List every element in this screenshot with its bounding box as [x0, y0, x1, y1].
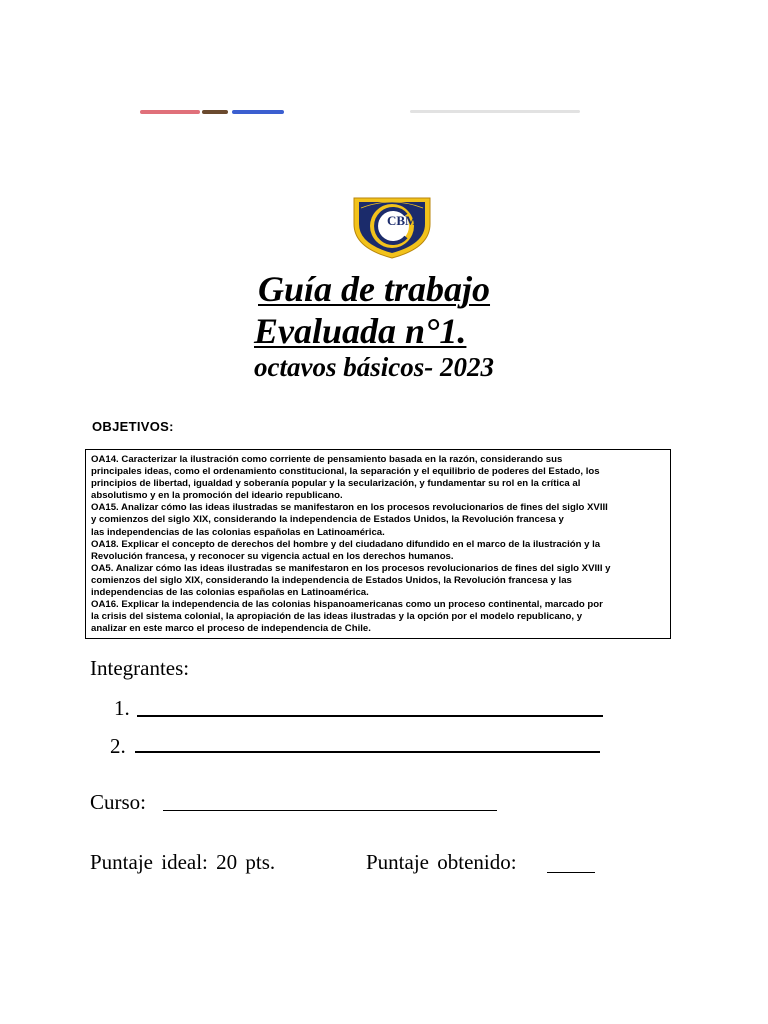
curso-label: Curso: — [90, 790, 147, 814]
objective-line: OA5. Analizar cómo las ideas ilustradas se manifestaron en los procesos revolucionarios de fines del siglo XVIII y — [91, 562, 611, 574]
page-title-evaluation: Evaluada n°1. — [254, 311, 467, 351]
objective-line: comienzos del siglo XIX, considerando la independencia de Estados Unidos, la Revolución francesa y las — [91, 574, 572, 586]
objective-line: las independencias de las colonias españolas en Latinoamérica. — [91, 526, 385, 538]
header-decoration-strip — [202, 110, 228, 114]
header-decoration-strip — [140, 110, 200, 114]
curso-field[interactable] — [163, 810, 497, 811]
puntaje-obtenido-label: Puntaje obtenido: — [366, 850, 517, 874]
school-crest-icon — [350, 194, 434, 260]
member-2-number: 2. — [110, 734, 126, 758]
objective-line: principales ideas, como el ordenamiento constitucional, la separación y el equilibrio de poderes del Estado, los — [91, 466, 600, 478]
objectives-box — [85, 449, 671, 639]
member-1-number: 1. — [114, 696, 130, 720]
header-decoration-strip — [410, 110, 580, 113]
objective-line: y comienzos del siglo XIX, considerando la independencia de Estados Unidos, la Revolución francesa y — [91, 514, 564, 526]
objective-line: principios de libertad, igualdad y soberanía popular y la secularización, y fundamentar su rol en la crítica al — [91, 478, 581, 490]
objective-line: absolutismo y en la promoción del ideario republicano. — [91, 490, 343, 502]
objective-line: analizar en este marco el proceso de independencia de Chile. — [91, 623, 371, 635]
objective-line: independencias de las colonias españolas en Latinoamérica. — [91, 587, 369, 599]
puntaje-ideal: Puntaje ideal: 20 pts. — [90, 850, 276, 874]
objectives-heading: OBJETIVOS: — [92, 419, 174, 434]
page-subtitle: octavos básicos- 2023 — [254, 352, 494, 382]
member-1-name-field[interactable] — [137, 715, 603, 717]
member-2-name-field[interactable] — [135, 751, 600, 753]
objective-line: OA16. Explicar la independencia de las colonias hispanoamericanas como un proceso continental, marcado por — [91, 599, 603, 611]
objective-line: la crisis del sistema colonial, la apropiación de las ideas ilustradas y la opción por el modelo republicano, y — [91, 611, 583, 623]
puntaje-obtenido-field[interactable] — [547, 872, 595, 873]
integrantes-label: Integrantes: — [90, 656, 190, 680]
objective-line: OA14. Caracterizar la ilustración como corriente de pensamiento basada en la razón, considerando sus — [91, 454, 563, 465]
page-title: Guía de trabajo — [258, 269, 491, 309]
objective-line: OA18. Explicar el concepto de derechos del hombre y del ciudadano difundido en el marco de la ilustración y la — [91, 538, 601, 550]
objective-line: OA15. Analizar cómo las ideas ilustradas se manifestaron en los procesos revolucionarios de fines del siglo XVIII — [91, 502, 608, 514]
objective-line: Revolución francesa, y reconocer su vigencia actual en los derechos humanos. — [91, 550, 454, 562]
header-decoration-strip — [232, 110, 284, 114]
crest-letter-b: CBM — [387, 213, 418, 228]
